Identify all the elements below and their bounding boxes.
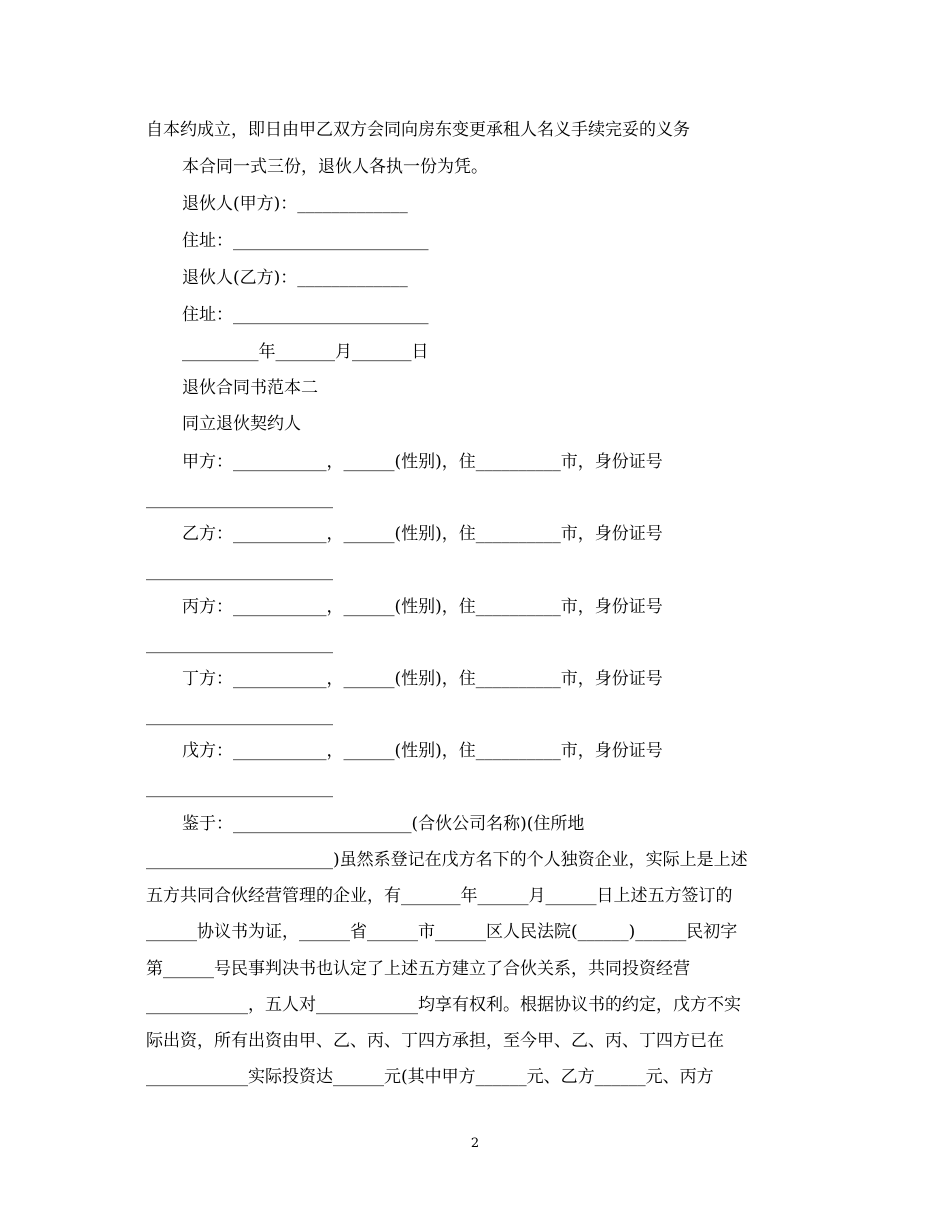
- paragraph-line: 第______号民事判决书也认定了上述五方建立了合伙关系，共同投资经营: [146, 959, 690, 979]
- signature-line: 退伙人(乙方)：_____________: [182, 268, 408, 288]
- paragraph-line: ____________实际投资达______元(其中甲方______元、乙方______元、丙方: [146, 1067, 714, 1087]
- blank-line: ______________________: [146, 489, 333, 509]
- party-line: 戊方：___________，______(性别)，住__________市，身份证号: [182, 741, 663, 761]
- date-line: _________年_______月_______日: [182, 342, 429, 362]
- signature-line: 退伙人(甲方)：_____________: [182, 194, 408, 214]
- blank-line: ______________________: [146, 706, 333, 726]
- paragraph-line: ______协议书为证，______省______市______区人民法院(______)______民初字: [146, 922, 738, 942]
- paragraph-line: 五方共同合伙经营管理的企业，有_______年______月______日上述五方签订的: [146, 886, 733, 906]
- party-line: 乙方：___________，______(性别)，住__________市，身份证号: [182, 524, 663, 544]
- paragraph-line: 同立退伙契约人: [182, 414, 301, 434]
- paragraph-line: ______________________)虽然系登记在戊方名下的个人独资企业，实际上是上述: [146, 850, 748, 870]
- blank-line: ______________________: [146, 778, 333, 798]
- paragraph-line: 本合同一式三份，退伙人各执一份为凭。: [182, 157, 488, 177]
- party-line: 甲方：___________，______(性别)，住__________市，身份证号: [182, 452, 663, 472]
- section-title: 退伙合同书范本二: [182, 378, 318, 398]
- party-line: 丙方：___________，______(性别)，住__________市，身份证号: [182, 597, 663, 617]
- page-number: 2: [470, 1136, 480, 1151]
- party-line: 丁方：___________，______(性别)，住__________市，身份证号: [182, 669, 663, 689]
- blank-line: ______________________: [146, 634, 333, 654]
- paragraph-line: ____________，五人对____________均享有权利。根据协议书的约定，戊方不实: [146, 995, 741, 1015]
- address-line: 住址：_______________________: [182, 231, 429, 251]
- paragraph-line: 鉴于：_____________________(合伙公司名称)(住所地: [182, 814, 585, 834]
- address-line: 住址：_______________________: [182, 305, 429, 325]
- paragraph-line: 自本约成立，即日由甲乙双方会同向房东变更承租人名义手续完妥的义务: [146, 120, 690, 140]
- blank-line: ______________________: [146, 561, 333, 581]
- paragraph-line: 际出资，所有出资由甲、乙、丙、丁四方承担，至今甲、乙、丙、丁四方已在: [146, 1031, 724, 1051]
